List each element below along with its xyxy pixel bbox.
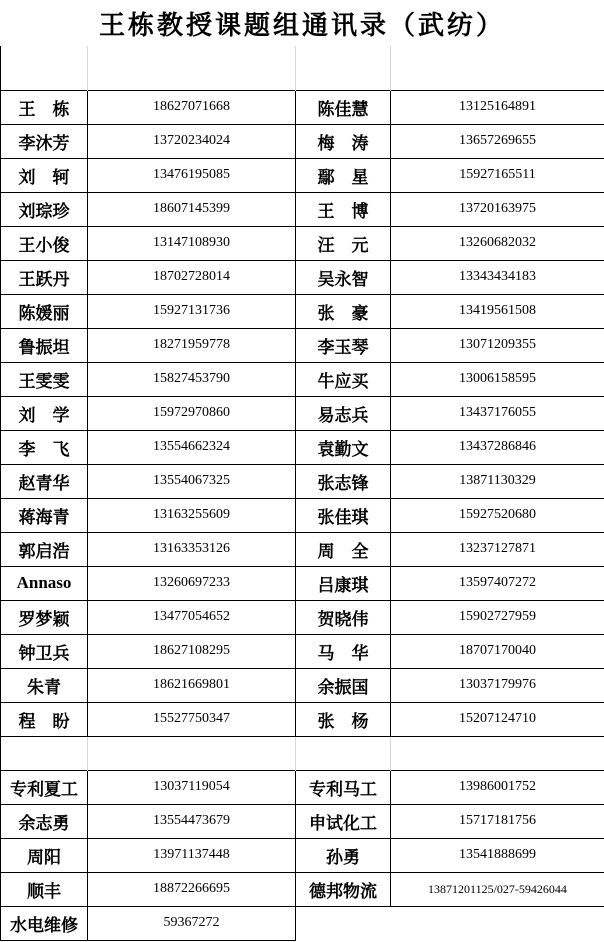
empty-cell [88, 46, 296, 90]
contact-row [1, 906, 604, 940]
contact-table [0, 46, 604, 941]
contact-phone: 13720234024 [88, 124, 296, 158]
contact-phone: 13260682032 [391, 226, 604, 260]
contact-name: 汪 元 [296, 226, 391, 260]
contact-name: Annaso [1, 566, 88, 600]
contact-row [1, 328, 604, 362]
contact-phone: 18607145399 [88, 192, 296, 226]
contact-phone: 18707170040 [391, 634, 604, 668]
empty-row [1, 46, 604, 90]
contact-row [1, 532, 604, 566]
contact-name: 易志兵 [296, 396, 391, 430]
contact-name: 申试化工 [296, 804, 391, 838]
contact-phone: 13419561508 [391, 294, 604, 328]
contact-name: 王 博 [296, 192, 391, 226]
contact-name: 张佳琪 [296, 498, 391, 532]
empty-cell [88, 736, 296, 770]
contact-row [1, 430, 604, 464]
contact-phone: 13037119054 [88, 770, 296, 804]
contact-name: 李沐芳 [1, 124, 88, 158]
contact-name: 陈佳慧 [296, 90, 391, 124]
contact-phone: 13477054652 [88, 600, 296, 634]
contact-name: 德邦物流 [296, 872, 391, 906]
contact-phone: 15527750347 [88, 702, 296, 736]
contact-row [1, 294, 604, 328]
contact-name: 梅 涛 [296, 124, 391, 158]
contact-phone: 13260697233 [88, 566, 296, 600]
contact-phone: 13971137448 [88, 838, 296, 872]
contact-name: 专利马工 [296, 770, 391, 804]
contact-phone: 15972970860 [88, 396, 296, 430]
empty-cell [391, 736, 604, 770]
contact-name: 余振国 [296, 668, 391, 702]
contact-name: 朱青 [1, 668, 88, 702]
contact-row [1, 872, 604, 906]
contact-phone: 18627071668 [88, 90, 296, 124]
contact-phone: 13037179976 [391, 668, 604, 702]
contact-name: 罗梦颖 [1, 600, 88, 634]
contact-name: 贺晓伟 [296, 600, 391, 634]
contact-name: 张志锋 [296, 464, 391, 498]
contact-name: 刘 学 [1, 396, 88, 430]
contact-row [1, 634, 604, 668]
contact-phone: 13163353126 [88, 532, 296, 566]
contact-phone: 13541888699 [391, 838, 604, 872]
blank-cell [296, 906, 604, 940]
contact-phone: 13437286846 [391, 430, 604, 464]
contact-name: 鲁振坦 [1, 328, 88, 362]
empty-cell [296, 736, 391, 770]
contact-phone: 13147108930 [88, 226, 296, 260]
contact-row [1, 838, 604, 872]
contact-name: 余志勇 [1, 804, 88, 838]
contact-name: 马 华 [296, 634, 391, 668]
empty-row [1, 736, 604, 770]
contact-phone: 18627108295 [88, 634, 296, 668]
contact-name: 顺丰 [1, 872, 88, 906]
contact-name: 周阳 [1, 838, 88, 872]
contact-phone: 13597407272 [391, 566, 604, 600]
contact-name: 吕康琪 [296, 566, 391, 600]
contact-row [1, 124, 604, 158]
contact-name: 牛应买 [296, 362, 391, 396]
contact-phone: 13006158595 [391, 362, 604, 396]
contact-phone: 13163255609 [88, 498, 296, 532]
contact-row [1, 158, 604, 192]
contact-phone: 15927131736 [88, 294, 296, 328]
empty-cell [296, 46, 391, 90]
contact-phone: 59367272 [88, 906, 296, 940]
contact-phone: 13554473679 [88, 804, 296, 838]
contact-phone: 13657269655 [391, 124, 604, 158]
contact-name: 王小俊 [1, 226, 88, 260]
contact-name: 袁勤文 [296, 430, 391, 464]
contact-phone: 15827453790 [88, 362, 296, 396]
contact-row [1, 702, 604, 736]
contact-row [1, 804, 604, 838]
contact-phone: 13871201125/027-59426044 [391, 872, 604, 906]
contact-name: 钟卫兵 [1, 634, 88, 668]
contact-name: 张 杨 [296, 702, 391, 736]
contact-name: 王雯雯 [1, 362, 88, 396]
contact-name: 陈媛丽 [1, 294, 88, 328]
contact-phone: 15902727959 [391, 600, 604, 634]
contact-name: 李 飞 [1, 430, 88, 464]
contact-row [1, 260, 604, 294]
contact-row [1, 464, 604, 498]
contact-phone: 13343434183 [391, 260, 604, 294]
contact-phone: 13554067325 [88, 464, 296, 498]
empty-cell [1, 736, 88, 770]
contact-phone: 13871130329 [391, 464, 604, 498]
empty-cell [1, 46, 88, 90]
empty-cell [391, 46, 604, 90]
contact-row [1, 226, 604, 260]
contact-name: 专利夏工 [1, 770, 88, 804]
contact-phone: 15717181756 [391, 804, 604, 838]
contact-name: 郭启浩 [1, 532, 88, 566]
contact-name: 李玉琴 [296, 328, 391, 362]
contact-row [1, 498, 604, 532]
contact-row [1, 668, 604, 702]
contact-name: 吴永智 [296, 260, 391, 294]
contact-phone: 13237127871 [391, 532, 604, 566]
contact-name: 王 栋 [1, 90, 88, 124]
contact-name: 程 盼 [1, 702, 88, 736]
contact-phone: 13986001752 [391, 770, 604, 804]
contact-phone: 13125164891 [391, 90, 604, 124]
contact-row [1, 362, 604, 396]
contact-phone: 18872266695 [88, 872, 296, 906]
contact-name: 蒋海青 [1, 498, 88, 532]
contact-name: 刘 轲 [1, 158, 88, 192]
contact-row [1, 770, 604, 804]
contact-name: 水电维修 [1, 906, 88, 940]
contact-phone: 13071209355 [391, 328, 604, 362]
contact-phone: 18621669801 [88, 668, 296, 702]
contact-phone: 13476195085 [88, 158, 296, 192]
contact-row [1, 90, 604, 124]
contact-name: 张 豪 [296, 294, 391, 328]
contact-name: 赵青华 [1, 464, 88, 498]
contact-row [1, 566, 604, 600]
contact-row [1, 192, 604, 226]
contact-name: 刘琮珍 [1, 192, 88, 226]
contact-phone: 13554662324 [88, 430, 296, 464]
contact-row [1, 396, 604, 430]
contact-phone: 13720163975 [391, 192, 604, 226]
contact-name: 王跃丹 [1, 260, 88, 294]
contact-phone: 15927520680 [391, 498, 604, 532]
contact-name: 孙勇 [296, 838, 391, 872]
page-title: 王栋教授课题组通讯录（武纺） [98, 10, 505, 41]
contact-phone: 18702728014 [88, 260, 296, 294]
contact-name: 周 全 [296, 532, 391, 566]
contact-phone: 15927165511 [391, 158, 604, 192]
contact-row [1, 600, 604, 634]
contact-name: 鄢 星 [296, 158, 391, 192]
contact-phone: 18271959778 [88, 328, 296, 362]
contact-phone: 13437176055 [391, 396, 604, 430]
contact-phone: 15207124710 [391, 702, 604, 736]
